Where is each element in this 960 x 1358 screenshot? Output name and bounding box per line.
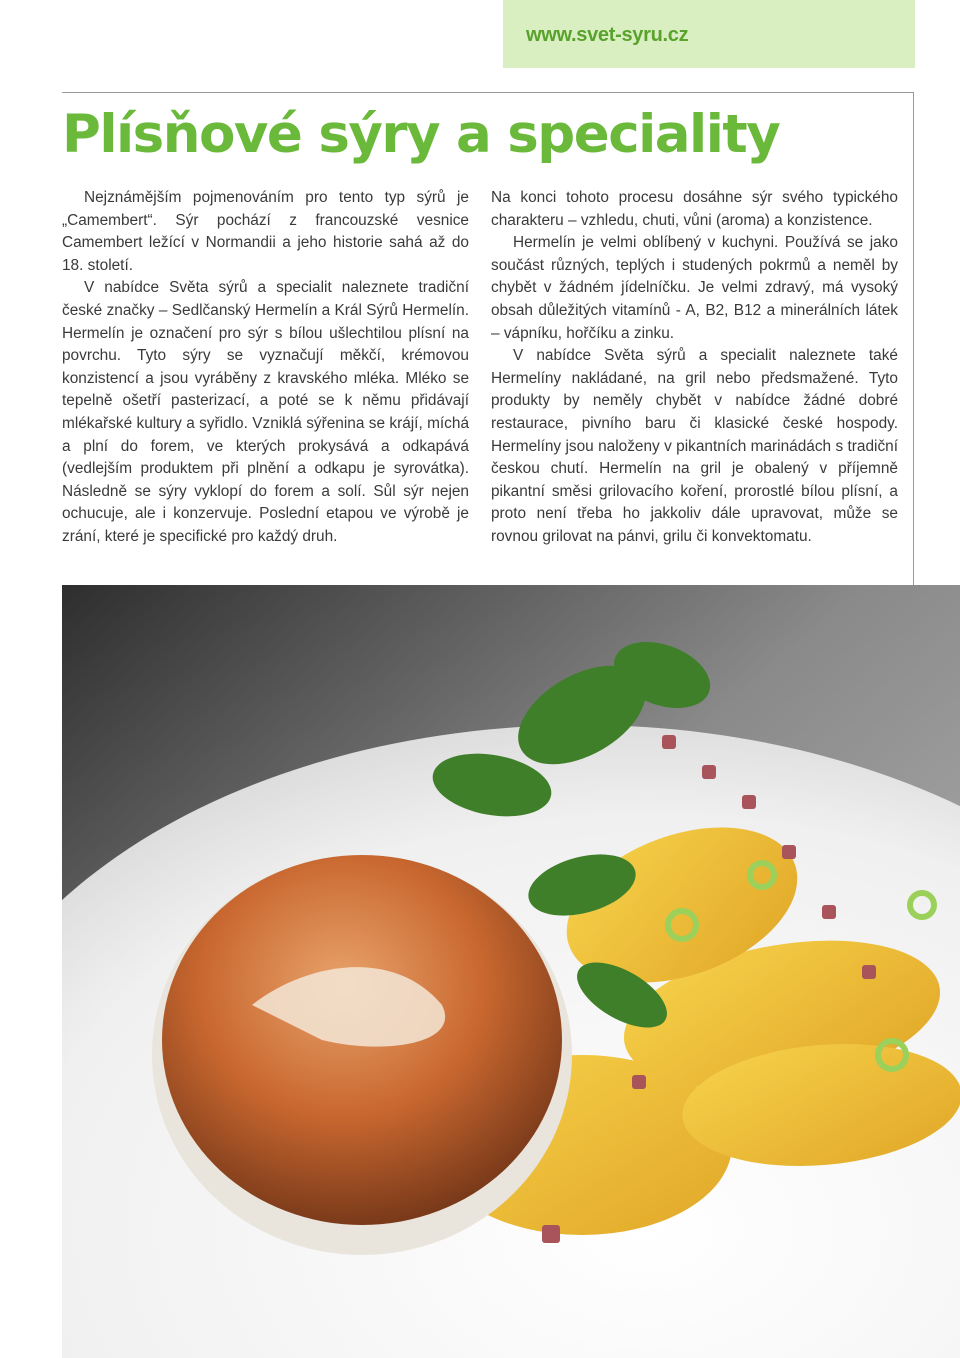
paragraph: V nabídce Světa sýrů a specialit naleznete tradiční české značky – Sedlčanský Hermelín a Král Sýrů Hermelín. Hermelín je označení pro sýr s bílou ušlechtilou plísní na povrchu. Tyto sýry se vyznačují měkčí, krémovou konzistencí a jsou vyráběny z kravského mléka. Mléko se tepelně ošetří pasterizací, a poté se k němu přidávají mlékařské kultury a syřidlo. Vzniklá sýřenina se krájí, míchá a plní do forem, ve kterých prokysává a odkapává (vedlejším produktem při plnění a odkapu je syrovátka). Následně se sýry vyklopí do forem a solí. Sůl sýr nejen ochucuje, ale i konzervuje. Poslední etapou ve výrobě je zrání, které je specifické pro každý druh. <box>62 279 469 545</box>
paragraph: Hermelín je velmi oblíbený v kuchyni. Používá se jako součást různých, teplých i studených pokrmů a neměl by chybět v žádném jídelníčku. Je velmi zdravý, má vysoký obsah důležitých vitamínů - A, B2, B12 a minerálních látek – vápníku, hořčíku a zinku. <box>491 234 898 342</box>
left-column <box>62 187 469 549</box>
frame-right-line <box>913 92 914 586</box>
grilled-hermelin-plate-image <box>62 585 960 1358</box>
site-url[interactable]: www.svet-syru.cz <box>526 24 689 46</box>
right-column <box>491 187 898 549</box>
paragraph: V nabídce Světa sýrů a specialit naleznete také Hermelíny nakládané, na gril nebo předsmažené. Tyto produkty by neměly chybět v nabídce žádné dobré restaurace, pivního baru či klasické české hospody. Hermelíny jsou naloženy v pikantních marinádách s tradiční českou chutí. Hermelín na gril je obalený v příjemně pikantní směsi grilovacího koření, prorostlé bílou plísní, a proto není třeba ho jakkoliv dále upravovat, může se rovnou grilovat na pánvi, grilu či konvektomatu. <box>491 347 898 545</box>
paragraph: Nejznámějším pojmenováním pro tento typ sýrů je „Camembert“. Sýr pochází z francouzské vesnice Camembert ležící v Normandii a jeho historie sahá až do 18. století. <box>62 189 469 274</box>
paragraph: Na konci tohoto procesu dosáhne sýr svého typického charakteru – vzhledu, chuti, vůni (aroma) a konzistence. <box>491 189 898 229</box>
article-title: Plísňové sýry a speciality <box>62 104 780 165</box>
frame-top-line <box>62 92 914 93</box>
food-photo <box>62 585 960 1358</box>
